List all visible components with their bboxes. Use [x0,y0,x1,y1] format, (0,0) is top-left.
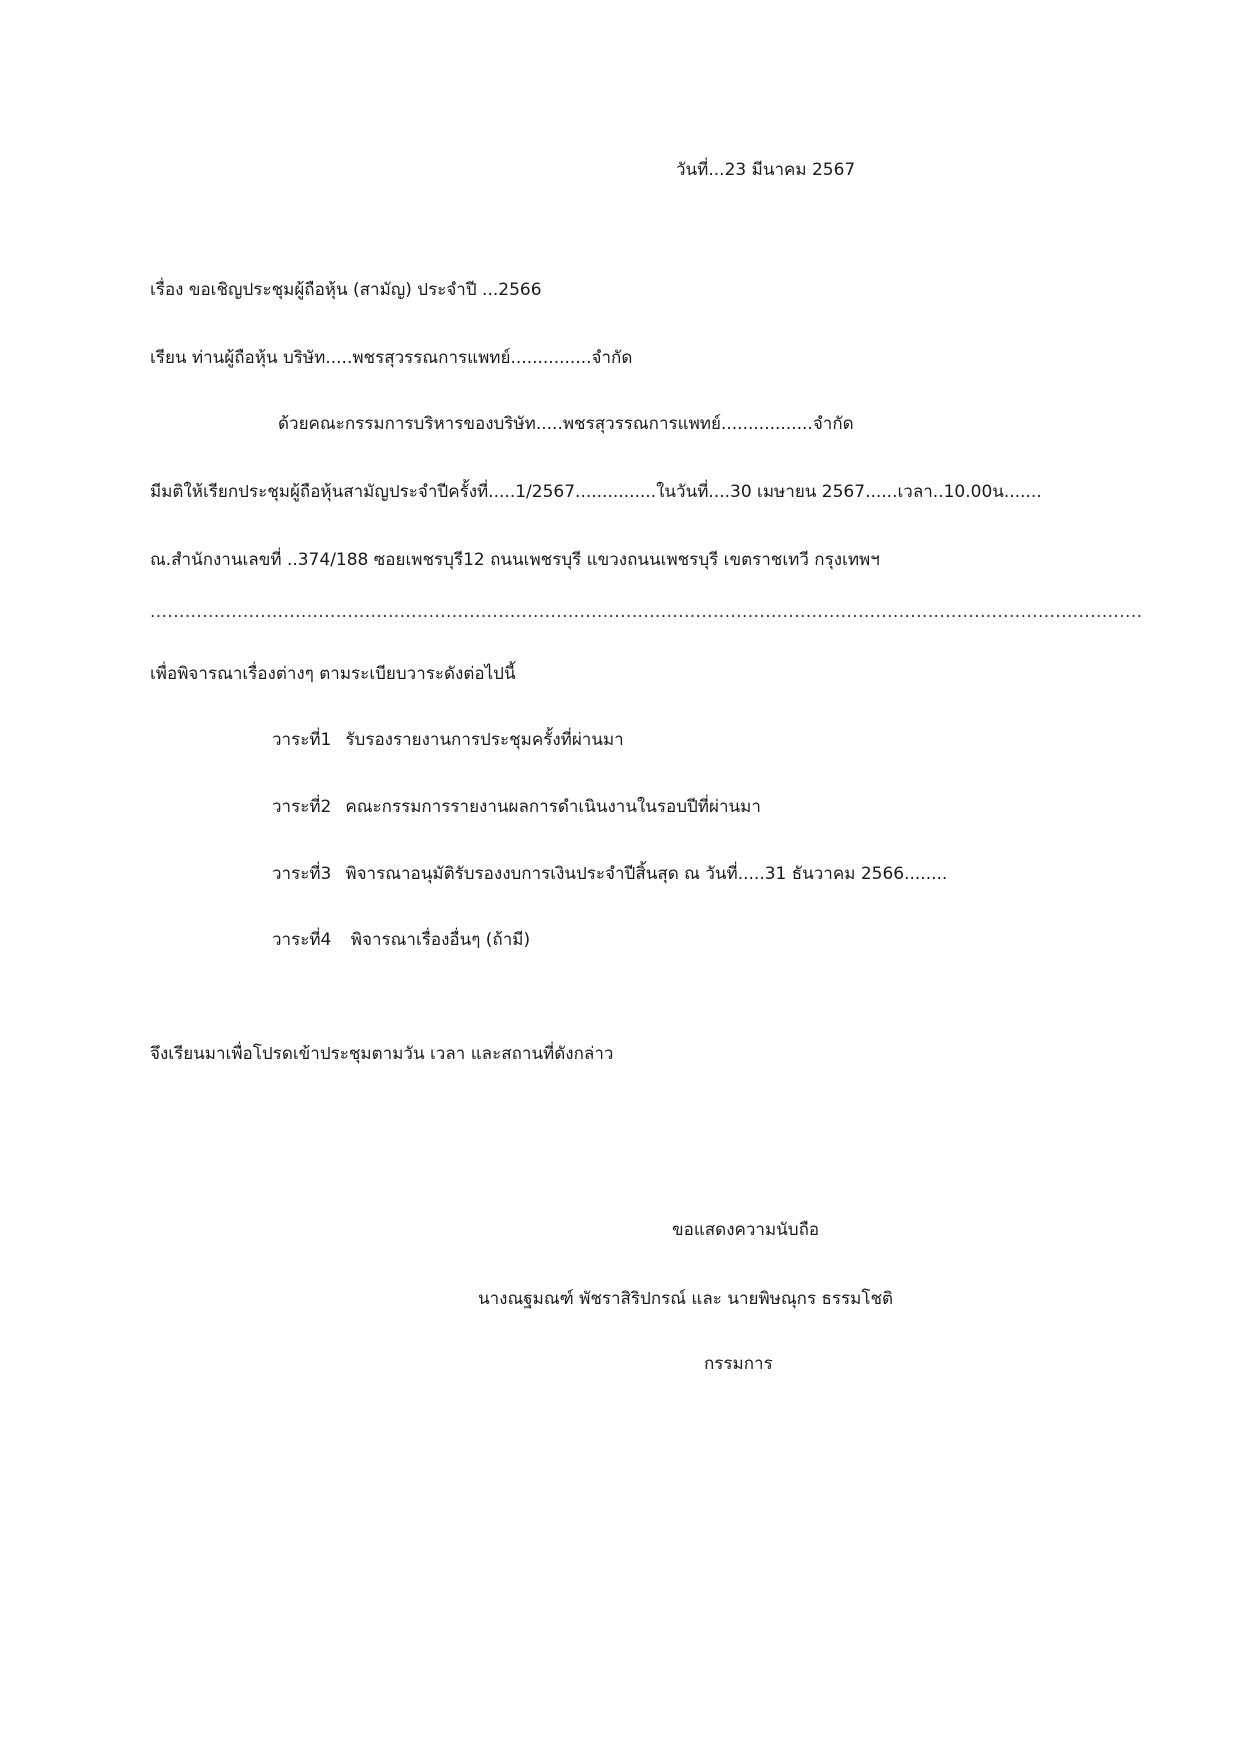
signature-names: นางณฐมณฑ์ พัชราสิริปกรณ์ และ นายพิษณุกร ธรรมโชติ [478,1289,894,1309]
body-paragraph-line-1: ด้วยคณะกรรมการบริหารของบริษัท.....พชรสุวรรณการแพทย์.................จำกัด [278,414,854,434]
agenda-item-text: พิจารณาเรื่องอื่นๆ (ถ้ามี) [345,930,531,950]
letter-salutation: เรียน ท่านผู้ถือหุ้น บริษัท.....พชรสุวรรณการแพทย์...............จำกัด [150,348,633,368]
letter-subject: เรื่อง ขอเชิญประชุมผู้ถือหุ้น (สามัญ) ประจำปี ...2566 [150,280,542,300]
agenda-item [272,862,947,886]
agenda-intro: เพื่อพิจารณาเรื่องต่างๆ ตามระเบียบวาระดังต่อไปนี้ [150,664,516,684]
closing-statement: จึงเรียนมาเพื่อโปรดเข้าประชุมตามวัน เวลา และสถานที่ดังกล่าว [150,1044,614,1064]
signature-title: กรรมการ [704,1354,773,1374]
agenda-item-text: พิจารณาอนุมัติรับรองงบการเงินประจำปีสิ้นสุด ณ วันที่.....31 ธันวาคม 2566........ [345,864,948,884]
agenda-item-label: วาระที่3 [272,864,332,884]
agenda-item-label: วาระที่4 [272,930,332,950]
body-paragraph-line-2: มีมติให้เรียกประชุมผู้ถือหุ้นสามัญประจำปีครั้งที่.....1/2567...............ในวันที่....30 เมษายน 2567......เวลา..10.00น....... [150,482,1042,502]
agenda-item [272,928,530,952]
dotted-fill-line: ........................................................................................................................................................................... [150,602,1143,622]
agenda-item-label: วาระที่1 [272,730,332,750]
signature-regards: ขอแสดงความนับถือ [672,1220,820,1240]
agenda-item-text: คณะกรรมการรายงานผลการดำเนินงานในรอบปีที่ผ่านมา [345,797,761,817]
body-paragraph-line-3: ณ.สำนักงานเลขที่ ..374/188 ซอยเพชรบุรี12 ถนนเพชรบุรี แขวงถนนเพชรบุรี เขตราชเทวี กรุงเทพฯ [150,550,880,570]
agenda-item [272,728,624,752]
agenda-item-label: วาระที่2 [272,797,332,817]
letter-date: วันที่...23 มีนาคม 2567 [676,160,856,180]
agenda-item [272,795,761,819]
agenda-item-text: รับรองรายงานการประชุมครั้งที่ผ่านมา [345,730,624,750]
